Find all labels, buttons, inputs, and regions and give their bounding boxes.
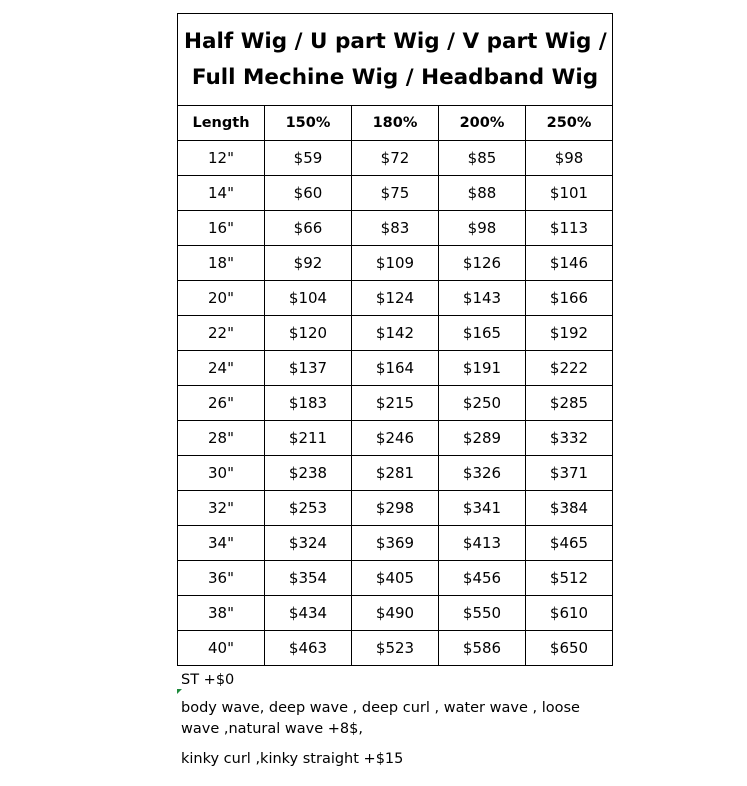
table-row (178, 526, 613, 561)
cell-length: 26" (178, 386, 265, 421)
cell-price-200: $341 (439, 491, 526, 526)
cell-price-180: $523 (352, 631, 439, 666)
cell-price-150: $120 (265, 316, 352, 351)
cell-price-200: $586 (439, 631, 526, 666)
table-row (178, 281, 613, 316)
note-kinky: kinky curl ,kinky straight +$15 (181, 751, 404, 767)
cell-price-180: $215 (352, 386, 439, 421)
header-row (178, 106, 613, 141)
table-row (178, 386, 613, 421)
cell-price-250: $465 (526, 526, 613, 561)
table-row (178, 211, 613, 246)
cell-price-200: $98 (439, 211, 526, 246)
table-body (178, 141, 613, 666)
cell-price-150: $434 (265, 596, 352, 631)
cell-length: 36" (178, 561, 265, 596)
price-table (177, 13, 613, 666)
table-title (178, 14, 613, 106)
cell-price-200: $85 (439, 141, 526, 176)
table-row (178, 246, 613, 281)
cell-price-200: $126 (439, 246, 526, 281)
cell-length: 22" (178, 316, 265, 351)
cell-price-250: $512 (526, 561, 613, 596)
cell-length: 40" (178, 631, 265, 666)
table-row (178, 456, 613, 491)
cell-price-180: $164 (352, 351, 439, 386)
cell-price-250: $371 (526, 456, 613, 491)
cell-length: 20" (178, 281, 265, 316)
cell-price-200: $289 (439, 421, 526, 456)
cell-price-200: $143 (439, 281, 526, 316)
cell-price-250: $146 (526, 246, 613, 281)
cell-price-200: $191 (439, 351, 526, 386)
cell-price-180: $490 (352, 596, 439, 631)
cell-price-250: $610 (526, 596, 613, 631)
cell-price-150: $92 (265, 246, 352, 281)
cell-price-180: $124 (352, 281, 439, 316)
column-header-250: 250% (526, 106, 613, 141)
cell-price-150: $137 (265, 351, 352, 386)
note-body-wave: body wave, deep wave , deep curl , water wave , loose wave ,natural wave +8$, (181, 700, 580, 737)
cell-price-250: $650 (526, 631, 613, 666)
cell-length: 38" (178, 596, 265, 631)
cell-price-250: $384 (526, 491, 613, 526)
cell-price-180: $72 (352, 141, 439, 176)
cell-price-250: $332 (526, 421, 613, 456)
cell-price-200: $250 (439, 386, 526, 421)
cell-price-200: $550 (439, 596, 526, 631)
cell-price-180: $75 (352, 176, 439, 211)
column-header-150: 150% (265, 106, 352, 141)
cell-price-180: $109 (352, 246, 439, 281)
cell-price-150: $463 (265, 631, 352, 666)
table-title-line-2: Full Mechine Wig / Headband Wig (191, 64, 599, 90)
cell-price-200: $165 (439, 316, 526, 351)
title-row (178, 14, 613, 106)
cell-price-180: $281 (352, 456, 439, 491)
pricing-notes (181, 670, 601, 770)
cell-length: 34" (178, 526, 265, 561)
cell-price-180: $405 (352, 561, 439, 596)
cell-price-250: $285 (526, 386, 613, 421)
table-row (178, 561, 613, 596)
cell-price-150: $238 (265, 456, 352, 491)
table-row (178, 316, 613, 351)
table-row (178, 491, 613, 526)
table-row (178, 351, 613, 386)
cell-price-250: $113 (526, 211, 613, 246)
column-header-180: 180% (352, 106, 439, 141)
cell-price-200: $456 (439, 561, 526, 596)
cell-price-150: $324 (265, 526, 352, 561)
table-row (178, 596, 613, 631)
cell-price-180: $83 (352, 211, 439, 246)
cell-price-250: $192 (526, 316, 613, 351)
table-title-line-1: Half Wig / U part Wig / V part Wig / (184, 28, 607, 54)
cell-price-250: $98 (526, 141, 613, 176)
column-header-length: Length (178, 106, 265, 141)
cell-price-250: $222 (526, 351, 613, 386)
cell-price-180: $142 (352, 316, 439, 351)
column-header-200: 200% (439, 106, 526, 141)
cell-price-200: $326 (439, 456, 526, 491)
cell-length: 24" (178, 351, 265, 386)
cell-price-150: $211 (265, 421, 352, 456)
cell-price-150: $60 (265, 176, 352, 211)
table-row (178, 141, 613, 176)
cell-price-150: $104 (265, 281, 352, 316)
cell-price-180: $369 (352, 526, 439, 561)
cell-length: 14" (178, 176, 265, 211)
cell-length: 18" (178, 246, 265, 281)
cell-length: 12" (178, 141, 265, 176)
cell-price-150: $183 (265, 386, 352, 421)
cell-price-150: $354 (265, 561, 352, 596)
cell-price-150: $66 (265, 211, 352, 246)
cell-price-200: $413 (439, 526, 526, 561)
cell-price-180: $246 (352, 421, 439, 456)
cell-length: 16" (178, 211, 265, 246)
table-row (178, 631, 613, 666)
cell-price-250: $166 (526, 281, 613, 316)
cell-length: 30" (178, 456, 265, 491)
cell-length: 32" (178, 491, 265, 526)
cell-price-150: $59 (265, 141, 352, 176)
cell-price-180: $298 (352, 491, 439, 526)
cell-length: 28" (178, 421, 265, 456)
table-row (178, 176, 613, 211)
cell-price-200: $88 (439, 176, 526, 211)
cell-price-150: $253 (265, 491, 352, 526)
note-st: ST +$0 (181, 672, 235, 688)
cell-price-250: $101 (526, 176, 613, 211)
table-row (178, 421, 613, 456)
